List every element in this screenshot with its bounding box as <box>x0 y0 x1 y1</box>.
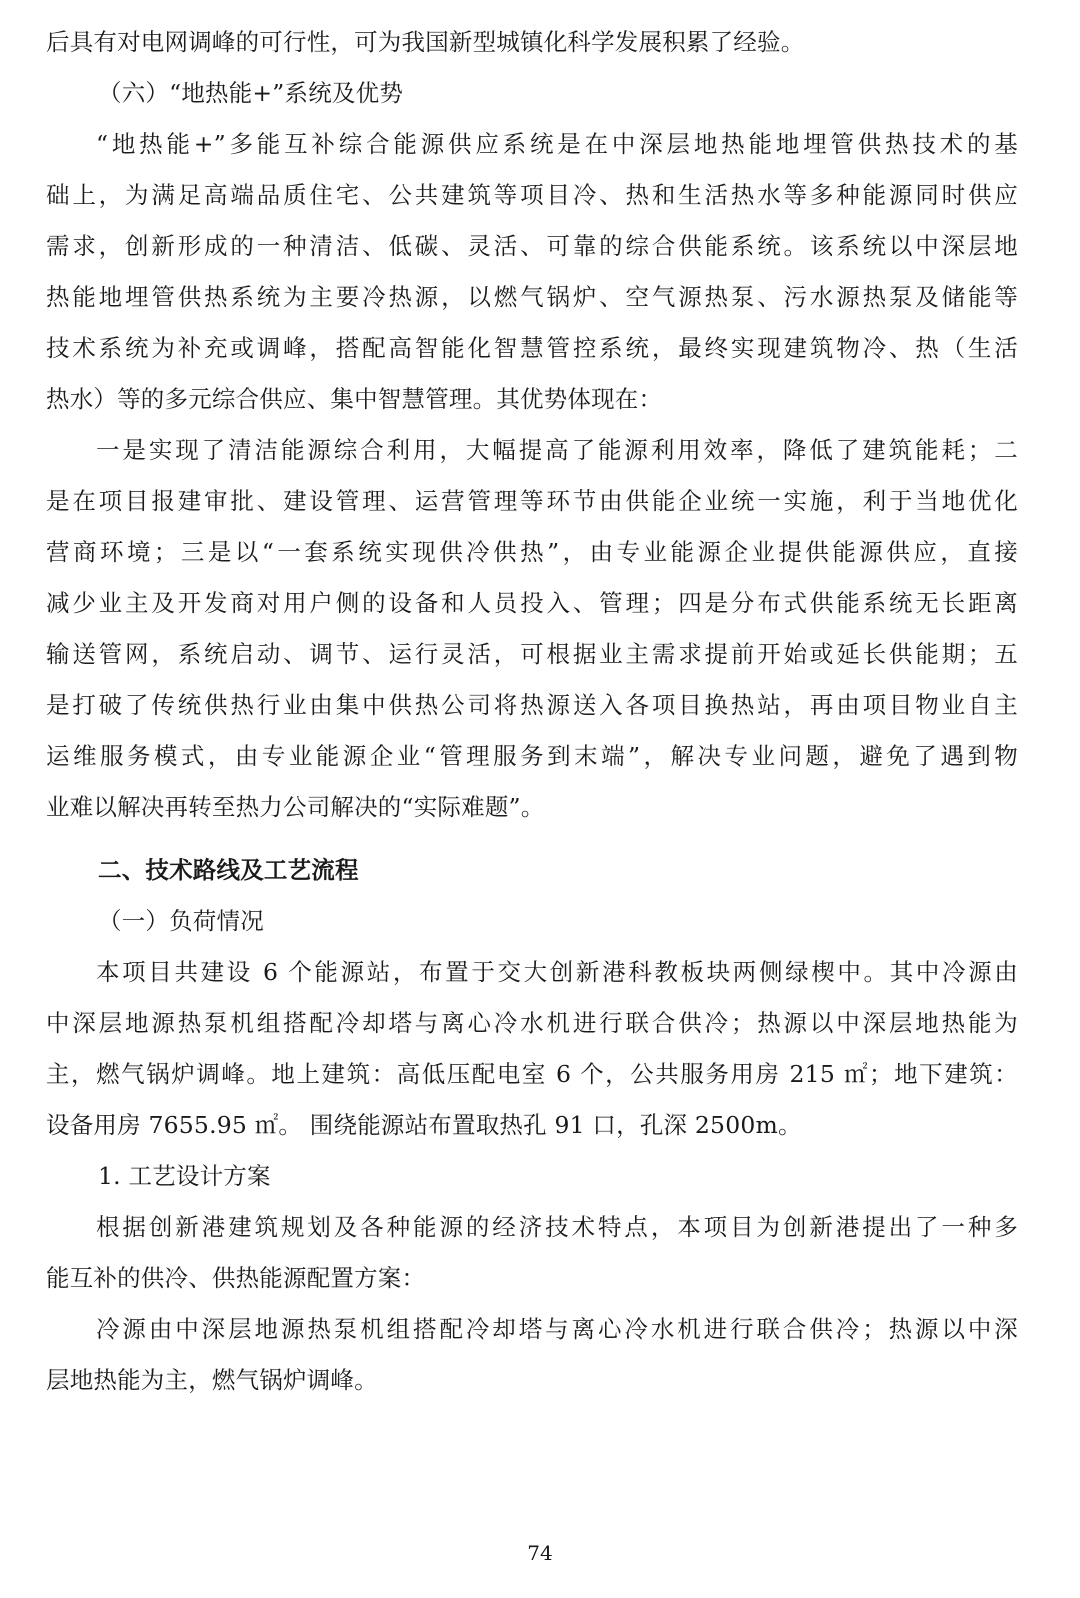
item-heading: 1. 工艺设计方案 <box>98 1162 271 1190</box>
text-line: 一是实现了清洁能源综合利用，大幅提高了能源利用效率，降低了建筑能耗；二 <box>96 436 1018 464</box>
text-line: 是在项目报建审批、建设管理、运营管理等环节由供能企业统一实施，利于当地优化 <box>46 487 1018 515</box>
text-line: 础上，为满足高端品质住宅、公共建筑等项目冷、热和生活热水等多种能源同时供应 <box>46 181 1018 209</box>
section-heading: 二、技术路线及工艺流程 <box>98 856 359 884</box>
text-line: 技术系统为补充或调峰，搭配高智能化智慧管控系统，最终实现建筑物冷、热（生活 <box>46 334 1018 362</box>
text-line: 输送管网，系统启动、调节、运行灵活，可根据业主需求提前开始或延长供能期；五 <box>46 640 1018 668</box>
subsection-heading: （六）“地热能+”系统及优势 <box>98 79 404 107</box>
text-line: 是打破了传统供热行业由集中供热公司将热源送入各项目换热站，再由项目物业自主 <box>46 691 1018 719</box>
subsection-heading: （一）负荷情况 <box>98 907 264 935</box>
text-line: 后具有对电网调峰的可行性，可为我国新型城镇化科学发展积累了经验。 <box>46 28 805 56</box>
text-line: 业难以解决再转至热力公司解决的“实际难题”。 <box>46 793 545 821</box>
text-line: 运维服务模式，由专业能源企业“管理服务到末端”，解决专业问题，避免了遇到物 <box>46 742 1018 770</box>
text-line: 冷源由中深层地源热泵机组搭配冷却塔与离心冷水机进行联合供冷；热源以中深 <box>96 1315 1018 1343</box>
text-line: 需求，创新形成的一种清洁、低碳、灵活、可靠的综合供能系统。该系统以中深层地 <box>46 232 1018 260</box>
text-line: “地热能+”多能互补综合能源供应系统是在中深层地热能地埋管供热技术的基 <box>96 130 1018 158</box>
text-line: 中深层地源热泵机组搭配冷却塔与离心冷水机进行联合供冷；热源以中深层地热能为 <box>46 1009 1018 1037</box>
text-line: 本项目共建设 6 个能源站，布置于交大创新港科教板块两侧绿楔中。其中冷源由 <box>96 958 1018 986</box>
text-line: 热水）等的多元综合供应、集中智慧管理。其优势体现在： <box>46 385 663 413</box>
text-line: 层地热能为主，燃气锅炉调峰。 <box>46 1366 378 1394</box>
text-line: 根据创新港建筑规划及各种能源的经济技术特点，本项目为创新港提出了一种多 <box>96 1213 1018 1241</box>
text-line: 热能地埋管供热系统为主要冷热源，以燃气锅炉、空气源热泵、污水源热泵及储能等 <box>46 283 1018 311</box>
text-line: 主，燃气锅炉调峰。地上建筑：高低压配电室 6 个，公共服务用房 215 ㎡；地下建筑： <box>46 1060 1018 1088</box>
page-number: 74 <box>527 1541 553 1565</box>
text-line: 设备用房 7655.95 ㎡。 围绕能源站布置取热孔 91 口，孔深 2500m。 <box>46 1111 802 1139</box>
text-line: 减少业主及开发商对用户侧的设备和人员投入、管理；四是分布式供能系统无长距离 <box>46 589 1018 617</box>
text-line: 能互补的供冷、供热能源配置方案： <box>46 1264 426 1292</box>
text-line: 营商环境；三是以“一套系统实现供冷供热”，由专业能源企业提供能源供应，直接 <box>46 538 1018 566</box>
